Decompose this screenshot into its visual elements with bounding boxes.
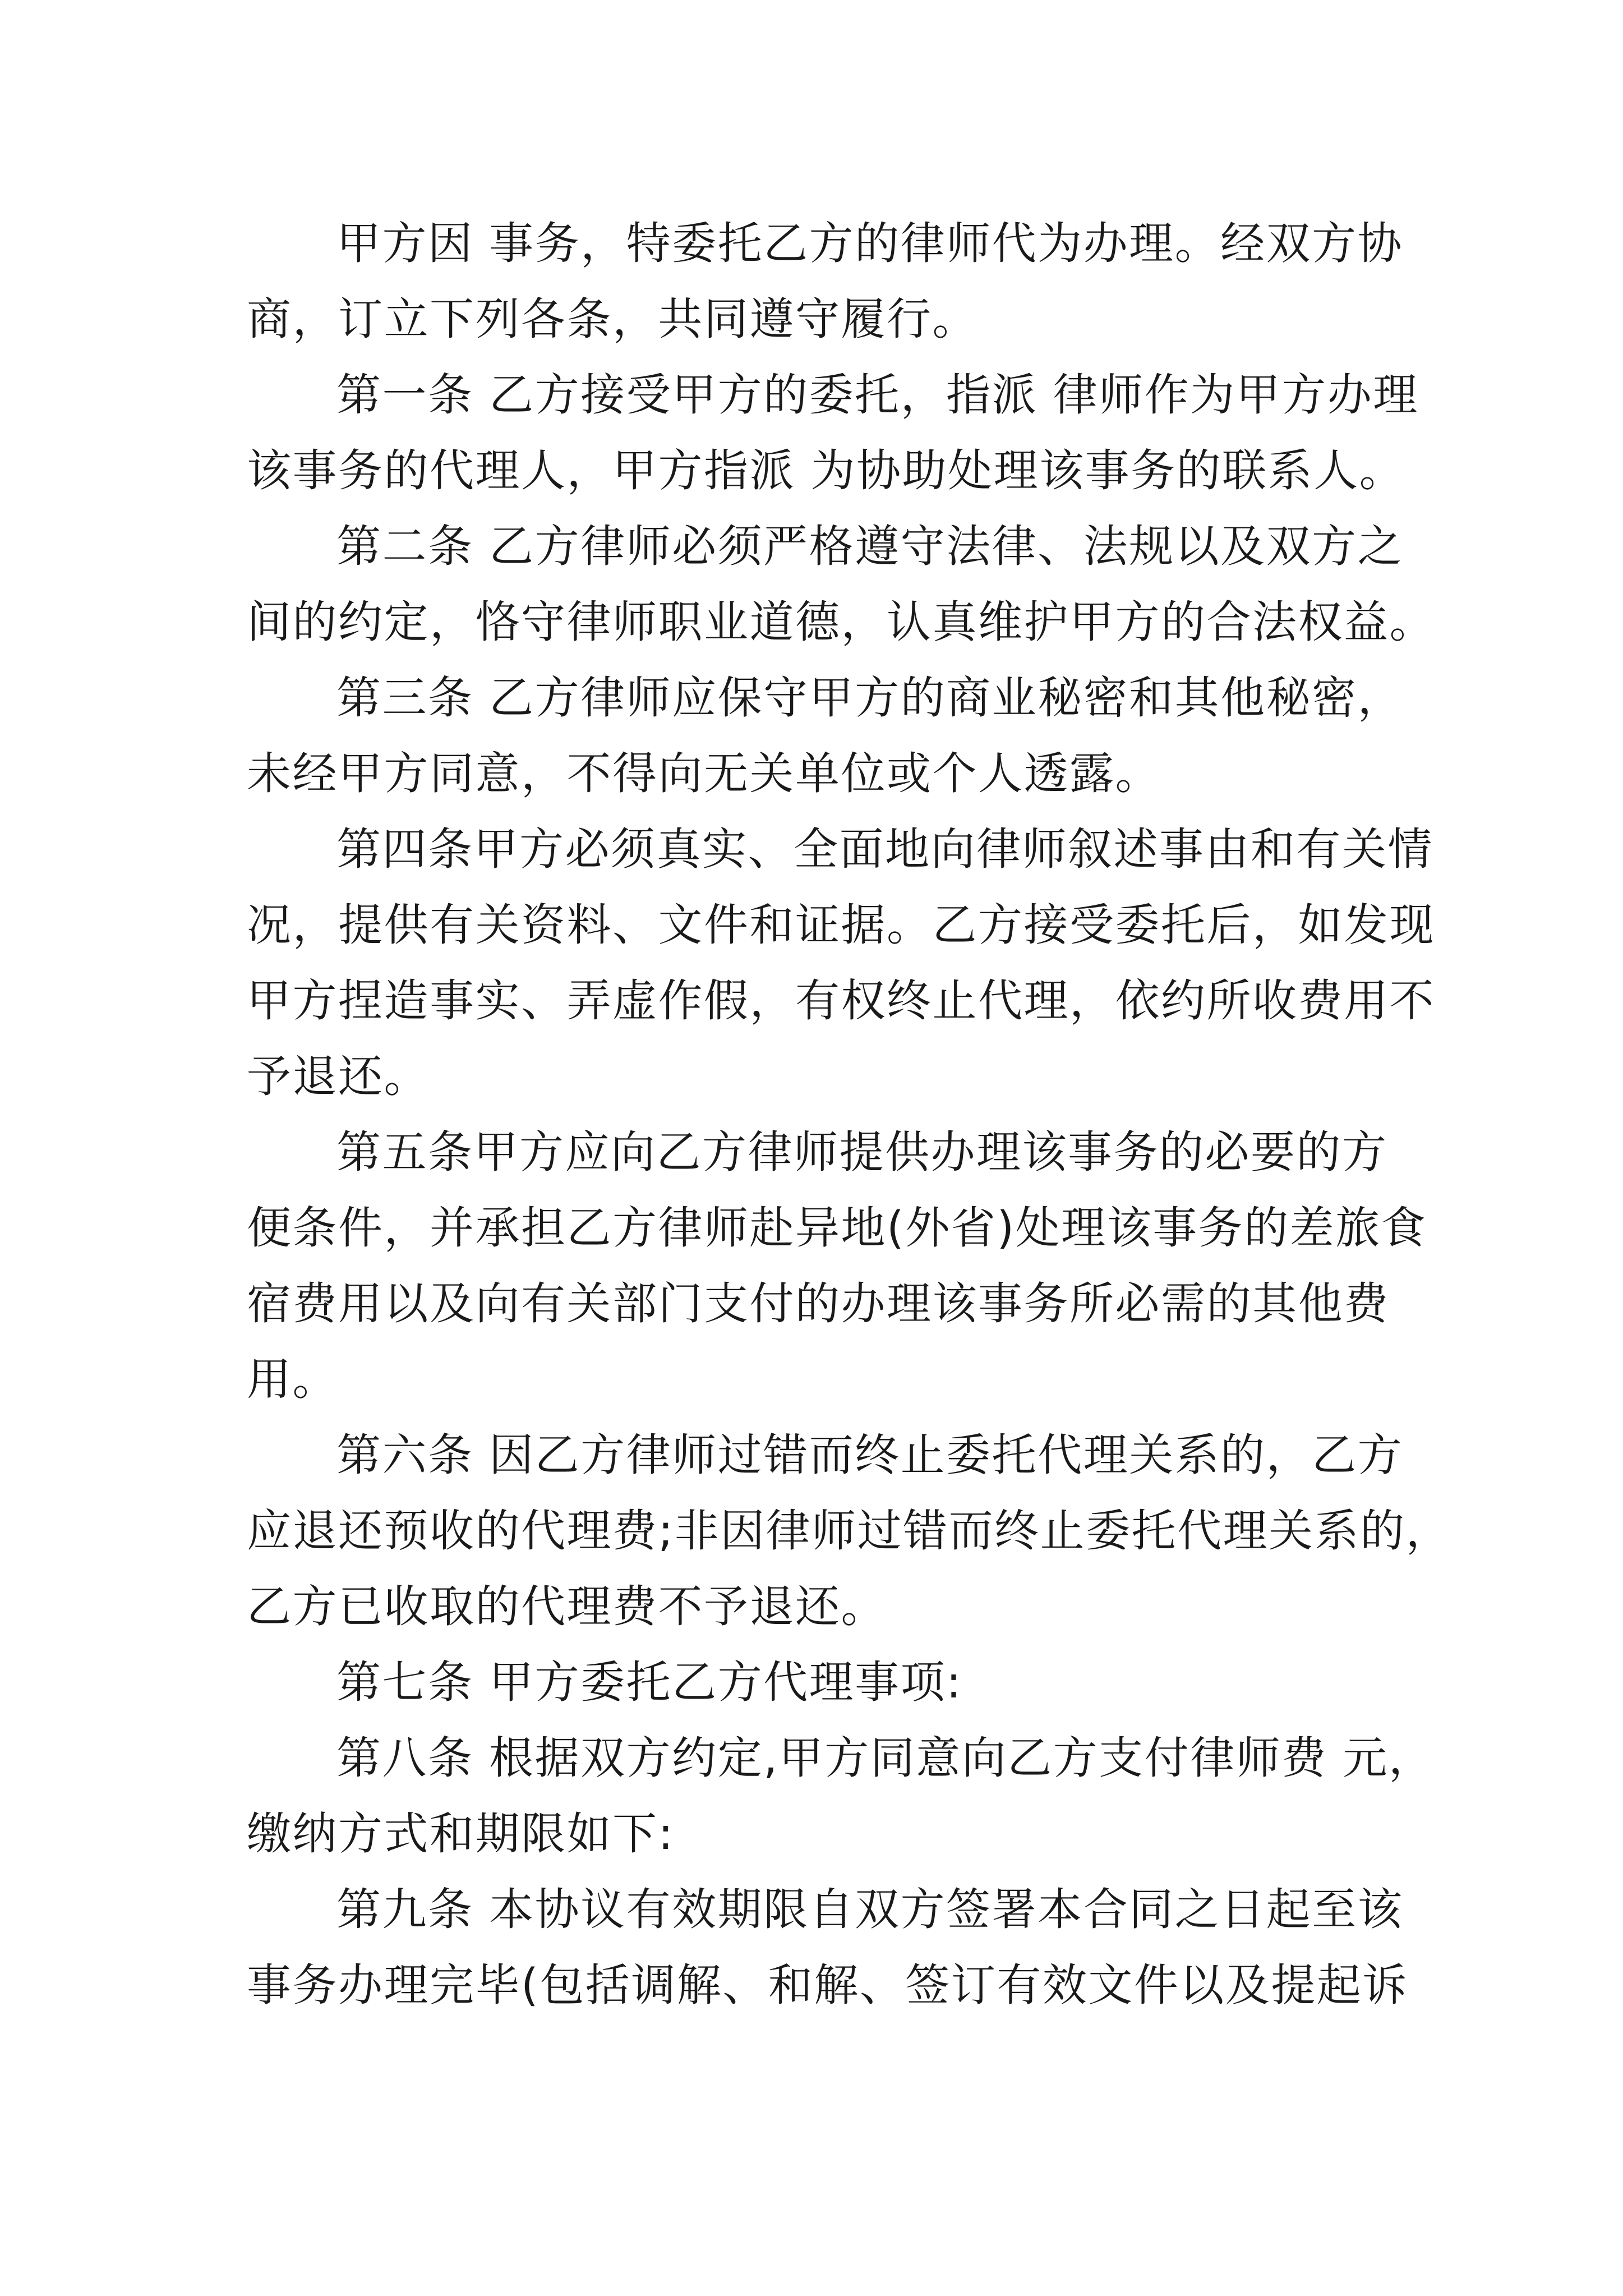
article-5-line-4: 用。 [247, 1354, 338, 1405]
article-4-line-2: 况，提供有关资料、文件和证据。乙方接受委托后，如发现 [247, 899, 1435, 951]
article-2-line-2: 间的约定，恪守律师职业道德，认真维护甲方的合法权益。 [247, 596, 1435, 648]
article-1-line-1: 第一条 乙方接受甲方的委托，指派 律师作为甲方办理 [336, 369, 1419, 421]
article-1-line-2: 该事务的代理人，甲方指派 为协助处理该事务的联系人。 [247, 445, 1405, 496]
paragraph-1-line-1: 甲方因 事务，特委托乙方的律师代为办理。经双方协 [336, 218, 1404, 269]
article-5-line-1: 第五条甲方应向乙方律师提供办理该事务的必要的方 [336, 1126, 1388, 1178]
article-6-line-2: 应退还预收的代理费;非因律师过错而终止委托代理关系的， [247, 1505, 1452, 1557]
article-3-line-1: 第三条 乙方律师应保守甲方的商业秘密和其他秘密， [336, 672, 1404, 724]
article-8-line-2: 缴纳方式和期限如下: [247, 1808, 675, 1860]
article-4-line-3: 甲方捏造事实、弄虚作假，有权终止代理，依约所收费用不 [247, 975, 1435, 1027]
article-8-line-1: 第八条 根据双方约定,甲方同意向乙方支付律师费 元， [336, 1732, 1435, 1784]
article-6-line-3: 乙方已收取的代理费不予退还。 [247, 1581, 887, 1632]
article-6-line-1: 第六条 因乙方律师过错而终止委托代理关系的，乙方 [336, 1429, 1404, 1481]
article-5-line-3: 宿费用以及向有关部门支付的办理该事务所必需的其他费 [247, 1278, 1390, 1329]
article-5-line-2: 便条件，并承担乙方律师赴异地(外省)处理该事务的差旅食 [247, 1202, 1427, 1254]
article-9-line-1: 第九条 本协议有效期限自双方签署本合同之日起至该 [336, 1884, 1404, 1935]
article-4-line-1: 第四条甲方必须真实、全面地向律师叙述事由和有关情 [336, 823, 1433, 875]
article-2-line-1: 第二条 乙方律师必须严格遵守法律、法规以及双方之 [336, 521, 1404, 572]
article-3-line-2: 未经甲方同意，不得向无关单位或个人透露。 [247, 748, 1161, 799]
article-4-line-4: 予退还。 [247, 1051, 430, 1102]
article-9-line-2: 事务办理完毕(包括调解、和解、签订有效文件以及提起诉 [247, 1959, 1408, 2011]
paragraph-1-line-2: 商，订立下列各条，共同遵守履行。 [247, 293, 978, 345]
article-7-line-1: 第七条 甲方委托乙方代理事项: [336, 1657, 963, 1708]
